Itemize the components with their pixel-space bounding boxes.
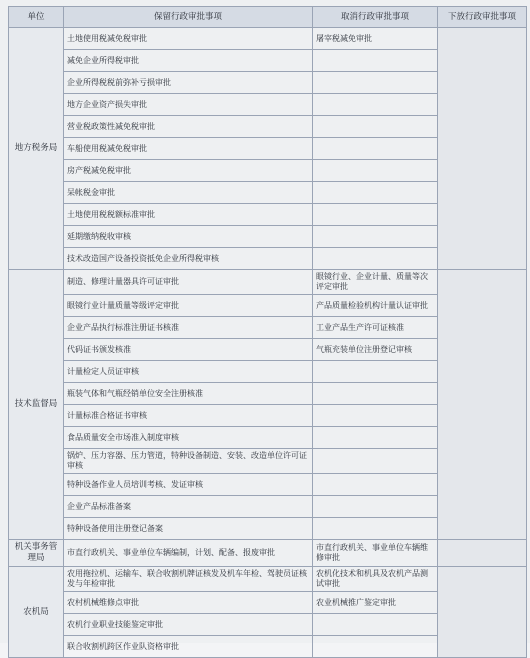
cancelled-cell: 工业产品生产许可证核准 — [313, 317, 438, 339]
retained-cell: 农村机械维修点审批 — [64, 592, 313, 614]
cancelled-cell — [313, 496, 438, 518]
retained-cell: 眼镜行业计量质量等级评定审批 — [64, 295, 313, 317]
cancelled-cell — [313, 361, 438, 383]
retained-cell: 特种设备使用注册登记备案 — [64, 518, 313, 540]
retained-cell: 营业税政策性减免税审批 — [64, 116, 313, 138]
header-cancelled: 取消行政审批事项 — [313, 7, 438, 28]
cancelled-cell — [313, 518, 438, 540]
cancelled-cell — [313, 636, 438, 658]
header-unit: 单位 — [9, 7, 64, 28]
unit-admin-affairs — [9, 540, 64, 567]
retained-cell: 呆帐税金审批 — [64, 182, 313, 204]
retained-cell: 农机行业职业技能鉴定审批 — [64, 614, 313, 636]
cancelled-cell: 产品质量检验机构计量认证审批 — [313, 295, 438, 317]
cancelled-cell: 农机化技术和机具及农机产品测试审批 — [313, 567, 438, 592]
retained-cell: 特种设备作业人员培训考核、发证审核 — [64, 474, 313, 496]
cancelled-cell — [313, 116, 438, 138]
cancelled-cell: 市直行政机关、事业单位车辆维修审批 — [313, 540, 438, 567]
retained-cell: 车船使用税减免税审批 — [64, 138, 313, 160]
retained-cell: 土地使用税减免税审批 — [64, 28, 313, 50]
decentralized-cell — [438, 540, 527, 567]
retained-cell: 市直行政机关、事业单位车辆编制，计划、配备、报废审批 — [64, 540, 313, 567]
retained-cell: 企业产品标准备案 — [64, 496, 313, 518]
table-row — [9, 567, 527, 592]
cancelled-cell — [313, 94, 438, 116]
cancelled-cell — [313, 474, 438, 496]
retained-cell: 土地使用税税额标准审批 — [64, 204, 313, 226]
cancelled-cell: 气瓶充装单位注册登记审核 — [313, 339, 438, 361]
cancelled-cell — [313, 182, 438, 204]
decentralized-cell — [438, 28, 527, 270]
unit-label: 技术监督局 — [14, 399, 58, 409]
cancelled-cell — [313, 72, 438, 94]
decentralized-cell — [438, 270, 527, 540]
retained-cell: 计量检定人员证审核 — [64, 361, 313, 383]
decentralized-cell — [438, 567, 527, 658]
retained-cell: 企业所得税税前弥补亏损审批 — [64, 72, 313, 94]
table-row — [9, 540, 527, 567]
unit-label: 农机局 — [23, 606, 49, 617]
cancelled-cell — [313, 204, 438, 226]
unit-tech-supervision — [9, 270, 64, 540]
unit-label: 地方税务局 — [14, 143, 58, 153]
unit-local-tax — [9, 28, 64, 270]
retained-cell: 农用拖拉机、运输车、联合收割机牌证核发及机车年检、驾驶员证核发与年检审批 — [64, 567, 313, 592]
retained-cell: 瓶装气体和气瓶经销单位安全注册核准 — [64, 383, 313, 405]
retained-cell: 企业产品执行标准注册证书核准 — [64, 317, 313, 339]
cancelled-cell — [313, 614, 438, 636]
retained-cell: 食品质量安全市场准入制度审核 — [64, 427, 313, 449]
retained-cell: 减免企业所得税审批 — [64, 50, 313, 72]
retained-cell: 代码证书颁发核准 — [64, 339, 313, 361]
cancelled-cell — [313, 427, 438, 449]
retained-cell: 联合收割机跨区作业队资格审批 — [64, 636, 313, 658]
cancelled-cell — [313, 160, 438, 182]
cancelled-cell — [313, 248, 438, 270]
cancelled-cell: 屠宰税减免审批 — [313, 28, 438, 50]
retained-cell: 制造、修理计量器具许可证审批 — [64, 270, 313, 295]
cancelled-cell — [313, 449, 438, 474]
approval-items-table — [8, 6, 527, 658]
cancelled-cell — [313, 226, 438, 248]
header-decentralized: 下放行政审批事项 — [438, 7, 527, 28]
retained-cell: 房产税减免税审批 — [64, 160, 313, 182]
table-row — [9, 270, 527, 295]
cancelled-cell: 眼镜行业、企业计量、质量等次评定审批 — [313, 270, 438, 295]
retained-cell: 技术改造国产设备投资抵免企业所得税审核 — [64, 248, 313, 270]
cancelled-cell: 农业机械推广鉴定审批 — [313, 592, 438, 614]
cancelled-cell — [313, 50, 438, 72]
cancelled-cell — [313, 138, 438, 160]
table-row — [9, 28, 527, 50]
table-header-row — [9, 7, 527, 28]
cancelled-cell — [313, 383, 438, 405]
unit-agri-machinery — [9, 567, 64, 658]
header-retained: 保留行政审批事项 — [64, 7, 313, 28]
cancelled-cell — [313, 405, 438, 427]
unit-label: 机关事务管理局 — [14, 542, 58, 563]
retained-cell: 锅炉、压力容器、压力管道，特种设备制造、安装、改造单位许可证审核 — [64, 449, 313, 474]
retained-cell: 计量标准合格证书审核 — [64, 405, 313, 427]
retained-cell: 延期缴纳税收审核 — [64, 226, 313, 248]
retained-cell: 地方企业资产损失审批 — [64, 94, 313, 116]
